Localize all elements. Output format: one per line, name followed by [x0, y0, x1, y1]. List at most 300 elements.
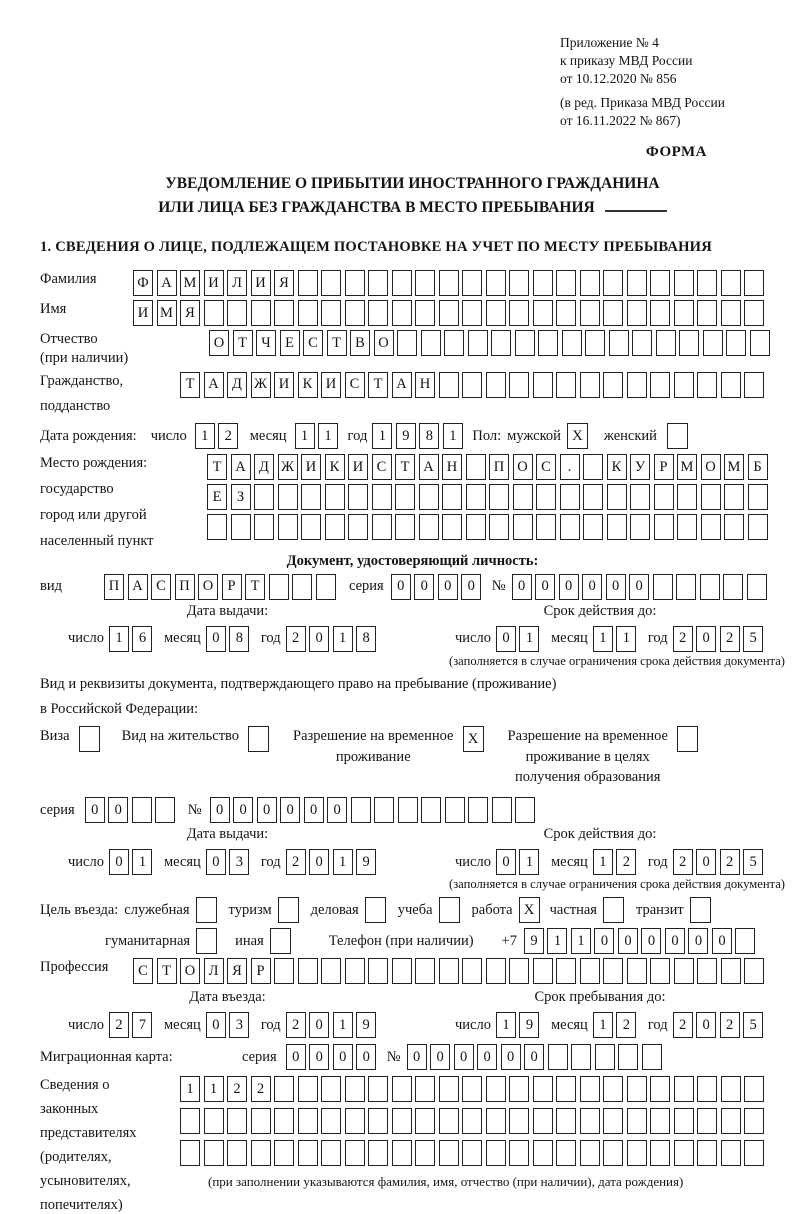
char-cell[interactable] [515, 797, 535, 823]
char-cell[interactable]: Т [207, 454, 227, 480]
char-cell[interactable] [372, 514, 392, 540]
char-cell[interactable]: К [298, 372, 318, 398]
char-cell[interactable]: 1 [180, 1076, 200, 1102]
char-cell[interactable]: П [104, 574, 124, 600]
char-cell[interactable] [674, 1076, 694, 1102]
purpose-commercial-checkbox[interactable] [365, 897, 386, 923]
char-cell[interactable] [486, 1108, 506, 1134]
char-cell[interactable]: А [392, 372, 412, 398]
char-cell[interactable] [325, 484, 345, 510]
char-cell[interactable] [700, 574, 720, 600]
char-cell[interactable] [392, 270, 412, 296]
sex-male-checkbox[interactable]: X [567, 423, 588, 449]
char-cell[interactable]: Т [233, 330, 253, 356]
option-residence-permit-checkbox[interactable] [248, 726, 269, 752]
char-cell[interactable]: 1 [204, 1076, 224, 1102]
char-cell[interactable] [509, 1076, 529, 1102]
char-cell[interactable] [466, 484, 486, 510]
char-cell[interactable]: 9 [356, 1012, 376, 1038]
char-cell[interactable] [351, 797, 371, 823]
char-cell[interactable] [254, 484, 274, 510]
char-cell[interactable] [701, 514, 721, 540]
char-cell[interactable] [421, 330, 441, 356]
char-cell[interactable] [533, 372, 553, 398]
char-cell[interactable]: Я [180, 300, 200, 326]
char-cell[interactable]: И [133, 300, 153, 326]
char-cell[interactable] [697, 958, 717, 984]
char-cell[interactable]: 0 [391, 574, 411, 600]
char-cell[interactable] [509, 958, 529, 984]
char-cell[interactable] [560, 484, 580, 510]
char-cell[interactable]: 1 [195, 423, 215, 449]
char-cell[interactable]: 2 [251, 1076, 271, 1102]
char-cell[interactable] [231, 514, 251, 540]
char-cell[interactable] [697, 270, 717, 296]
char-cell[interactable] [723, 574, 743, 600]
char-cell[interactable]: 9 [356, 849, 376, 875]
purpose-transit-checkbox[interactable] [690, 897, 711, 923]
char-cell[interactable] [466, 454, 486, 480]
char-cell[interactable] [674, 372, 694, 398]
char-cell[interactable]: 1 [333, 626, 353, 652]
char-cell[interactable] [415, 958, 435, 984]
char-cell[interactable] [227, 300, 247, 326]
char-cell[interactable]: С [303, 330, 323, 356]
char-cell[interactable] [583, 454, 603, 480]
char-cell[interactable] [445, 797, 465, 823]
char-cell[interactable] [630, 484, 650, 510]
char-cell[interactable]: Р [654, 454, 674, 480]
char-cell[interactable]: О [374, 330, 394, 356]
char-cell[interactable] [292, 574, 312, 600]
char-cell[interactable]: Б [748, 454, 768, 480]
char-cell[interactable] [321, 1076, 341, 1102]
char-cell[interactable] [744, 372, 764, 398]
char-cell[interactable]: 0 [309, 849, 329, 875]
char-cell[interactable] [345, 958, 365, 984]
char-cell[interactable]: 1 [318, 423, 338, 449]
char-cell[interactable]: 2 [286, 849, 306, 875]
char-cell[interactable]: 1 [333, 1012, 353, 1038]
char-cell[interactable] [462, 1108, 482, 1134]
char-cell[interactable]: 0 [327, 797, 347, 823]
char-cell[interactable] [509, 300, 529, 326]
char-cell[interactable]: Н [415, 372, 435, 398]
char-cell[interactable] [583, 484, 603, 510]
char-cell[interactable]: 0 [454, 1044, 474, 1070]
char-cell[interactable]: А [128, 574, 148, 600]
char-cell[interactable] [439, 372, 459, 398]
char-cell[interactable] [486, 372, 506, 398]
char-cell[interactable] [132, 797, 152, 823]
char-cell[interactable]: 0 [304, 797, 324, 823]
char-cell[interactable] [748, 514, 768, 540]
char-cell[interactable]: А [419, 454, 439, 480]
char-cell[interactable] [674, 1108, 694, 1134]
char-cell[interactable]: 0 [430, 1044, 450, 1070]
char-cell[interactable]: 0 [461, 574, 481, 600]
char-cell[interactable]: Я [274, 270, 294, 296]
char-cell[interactable] [627, 958, 647, 984]
char-cell[interactable]: Ч [256, 330, 276, 356]
char-cell[interactable] [618, 1044, 638, 1070]
char-cell[interactable] [676, 574, 696, 600]
char-cell[interactable]: 0 [594, 928, 614, 954]
char-cell[interactable] [515, 330, 535, 356]
char-cell[interactable] [538, 330, 558, 356]
char-cell[interactable] [536, 484, 556, 510]
char-cell[interactable] [654, 484, 674, 510]
char-cell[interactable] [650, 270, 670, 296]
char-cell[interactable]: 3 [229, 1012, 249, 1038]
char-cell[interactable]: 0 [438, 574, 458, 600]
char-cell[interactable]: 0 [501, 1044, 521, 1070]
char-cell[interactable] [556, 1108, 576, 1134]
char-cell[interactable]: Н [442, 454, 462, 480]
char-cell[interactable]: 2 [286, 1012, 306, 1038]
char-cell[interactable]: 0 [496, 626, 516, 652]
char-cell[interactable] [274, 1076, 294, 1102]
char-cell[interactable] [348, 514, 368, 540]
char-cell[interactable] [595, 1044, 615, 1070]
char-cell[interactable] [468, 797, 488, 823]
char-cell[interactable]: 0 [665, 928, 685, 954]
char-cell[interactable]: И [204, 270, 224, 296]
char-cell[interactable] [398, 797, 418, 823]
char-cell[interactable]: С [536, 454, 556, 480]
char-cell[interactable] [207, 514, 227, 540]
char-cell[interactable]: Л [227, 270, 247, 296]
char-cell[interactable] [747, 574, 767, 600]
char-cell[interactable]: О [180, 958, 200, 984]
char-cell[interactable] [627, 372, 647, 398]
char-cell[interactable]: С [345, 372, 365, 398]
char-cell[interactable]: Д [227, 372, 247, 398]
char-cell[interactable] [627, 1076, 647, 1102]
char-cell[interactable] [439, 300, 459, 326]
char-cell[interactable] [556, 1140, 576, 1166]
char-cell[interactable]: С [151, 574, 171, 600]
char-cell[interactable]: 0 [333, 1044, 353, 1070]
char-cell[interactable] [556, 270, 576, 296]
char-cell[interactable]: 8 [229, 626, 249, 652]
char-cell[interactable] [701, 484, 721, 510]
char-cell[interactable] [321, 1108, 341, 1134]
char-cell[interactable]: 2 [720, 1012, 740, 1038]
char-cell[interactable] [254, 514, 274, 540]
char-cell[interactable] [345, 1140, 365, 1166]
char-cell[interactable] [721, 1140, 741, 1166]
char-cell[interactable]: 0 [696, 849, 716, 875]
char-cell[interactable] [421, 797, 441, 823]
char-cell[interactable] [697, 300, 717, 326]
char-cell[interactable]: Т [368, 372, 388, 398]
char-cell[interactable]: И [301, 454, 321, 480]
char-cell[interactable]: 0 [512, 574, 532, 600]
char-cell[interactable]: 0 [206, 1012, 226, 1038]
char-cell[interactable] [650, 300, 670, 326]
char-cell[interactable]: Е [280, 330, 300, 356]
char-cell[interactable] [345, 300, 365, 326]
char-cell[interactable]: 1 [333, 849, 353, 875]
char-cell[interactable] [677, 514, 697, 540]
char-cell[interactable] [744, 1076, 764, 1102]
char-cell[interactable]: П [489, 454, 509, 480]
char-cell[interactable] [627, 1108, 647, 1134]
char-cell[interactable]: Я [227, 958, 247, 984]
purpose-business-checkbox[interactable] [196, 897, 217, 923]
char-cell[interactable]: 8 [419, 423, 439, 449]
char-cell[interactable]: 0 [477, 1044, 497, 1070]
purpose-study-checkbox[interactable] [439, 897, 460, 923]
char-cell[interactable] [724, 484, 744, 510]
char-cell[interactable]: 1 [443, 423, 463, 449]
char-cell[interactable] [321, 958, 341, 984]
char-cell[interactable]: 0 [85, 797, 105, 823]
char-cell[interactable] [298, 270, 318, 296]
char-cell[interactable]: 1 [519, 626, 539, 652]
char-cell[interactable] [204, 300, 224, 326]
char-cell[interactable] [609, 330, 629, 356]
char-cell[interactable] [653, 574, 673, 600]
char-cell[interactable]: О [209, 330, 229, 356]
option-visa-checkbox[interactable] [79, 726, 100, 752]
char-cell[interactable] [462, 1140, 482, 1166]
char-cell[interactable] [654, 514, 674, 540]
char-cell[interactable]: 1 [372, 423, 392, 449]
char-cell[interactable] [603, 1140, 623, 1166]
char-cell[interactable] [726, 330, 746, 356]
char-cell[interactable] [556, 1076, 576, 1102]
char-cell[interactable] [227, 1140, 247, 1166]
char-cell[interactable] [439, 1108, 459, 1134]
char-cell[interactable] [392, 300, 412, 326]
char-cell[interactable] [374, 797, 394, 823]
char-cell[interactable] [301, 484, 321, 510]
char-cell[interactable] [536, 514, 556, 540]
char-cell[interactable] [439, 1140, 459, 1166]
char-cell[interactable] [513, 484, 533, 510]
char-cell[interactable]: 2 [673, 1012, 693, 1038]
char-cell[interactable] [439, 958, 459, 984]
char-cell[interactable] [466, 514, 486, 540]
char-cell[interactable] [735, 928, 755, 954]
char-cell[interactable] [750, 330, 770, 356]
char-cell[interactable]: П [175, 574, 195, 600]
char-cell[interactable] [392, 1076, 412, 1102]
char-cell[interactable]: 1 [593, 1012, 613, 1038]
char-cell[interactable] [278, 514, 298, 540]
char-cell[interactable]: 2 [673, 626, 693, 652]
option-temp-permit-checkbox[interactable]: X [463, 726, 484, 752]
char-cell[interactable]: 0 [407, 1044, 427, 1070]
char-cell[interactable]: 1 [547, 928, 567, 954]
char-cell[interactable] [321, 300, 341, 326]
char-cell[interactable]: М [157, 300, 177, 326]
char-cell[interactable] [155, 797, 175, 823]
char-cell[interactable]: 6 [132, 626, 152, 652]
char-cell[interactable] [321, 270, 341, 296]
char-cell[interactable] [419, 514, 439, 540]
char-cell[interactable] [744, 1140, 764, 1166]
char-cell[interactable] [603, 958, 623, 984]
char-cell[interactable] [607, 514, 627, 540]
char-cell[interactable] [703, 330, 723, 356]
char-cell[interactable] [204, 1140, 224, 1166]
char-cell[interactable] [486, 300, 506, 326]
char-cell[interactable] [298, 300, 318, 326]
char-cell[interactable] [439, 270, 459, 296]
char-cell[interactable] [251, 1140, 271, 1166]
char-cell[interactable] [274, 300, 294, 326]
char-cell[interactable] [650, 1140, 670, 1166]
char-cell[interactable]: О [701, 454, 721, 480]
char-cell[interactable] [580, 1140, 600, 1166]
char-cell[interactable] [533, 1140, 553, 1166]
char-cell[interactable]: Д [254, 454, 274, 480]
char-cell[interactable] [674, 300, 694, 326]
char-cell[interactable]: Т [180, 372, 200, 398]
char-cell[interactable]: М [724, 454, 744, 480]
char-cell[interactable]: 2 [616, 1012, 636, 1038]
char-cell[interactable]: 1 [109, 626, 129, 652]
char-cell[interactable]: 0 [559, 574, 579, 600]
char-cell[interactable] [321, 1140, 341, 1166]
char-cell[interactable]: 5 [743, 626, 763, 652]
char-cell[interactable]: 0 [641, 928, 661, 954]
char-cell[interactable] [603, 1108, 623, 1134]
char-cell[interactable]: 0 [233, 797, 253, 823]
char-cell[interactable] [415, 300, 435, 326]
char-cell[interactable]: И [348, 454, 368, 480]
char-cell[interactable] [744, 300, 764, 326]
char-cell[interactable] [603, 300, 623, 326]
char-cell[interactable] [509, 1108, 529, 1134]
char-cell[interactable]: 0 [108, 797, 128, 823]
char-cell[interactable] [325, 514, 345, 540]
char-cell[interactable]: 0 [109, 849, 129, 875]
char-cell[interactable]: 0 [309, 1012, 329, 1038]
char-cell[interactable] [583, 514, 603, 540]
char-cell[interactable]: Ж [278, 454, 298, 480]
char-cell[interactable]: З [231, 484, 251, 510]
char-cell[interactable]: 0 [535, 574, 555, 600]
char-cell[interactable] [627, 270, 647, 296]
char-cell[interactable]: 0 [257, 797, 277, 823]
char-cell[interactable]: 2 [616, 849, 636, 875]
char-cell[interactable] [462, 300, 482, 326]
char-cell[interactable]: И [251, 270, 271, 296]
char-cell[interactable]: 2 [673, 849, 693, 875]
char-cell[interactable] [489, 484, 509, 510]
char-cell[interactable] [274, 1140, 294, 1166]
char-cell[interactable] [368, 270, 388, 296]
char-cell[interactable] [744, 958, 764, 984]
char-cell[interactable]: А [204, 372, 224, 398]
char-cell[interactable] [533, 1076, 553, 1102]
purpose-other-checkbox[interactable] [270, 928, 291, 954]
char-cell[interactable] [462, 1076, 482, 1102]
char-cell[interactable]: 0 [286, 1044, 306, 1070]
char-cell[interactable]: Ф [133, 270, 153, 296]
char-cell[interactable]: 0 [696, 626, 716, 652]
char-cell[interactable] [345, 1076, 365, 1102]
char-cell[interactable] [301, 514, 321, 540]
char-cell[interactable] [556, 372, 576, 398]
char-cell[interactable] [533, 958, 553, 984]
char-cell[interactable] [548, 1044, 568, 1070]
char-cell[interactable] [562, 330, 582, 356]
char-cell[interactable]: А [157, 270, 177, 296]
char-cell[interactable]: И [274, 372, 294, 398]
char-cell[interactable] [580, 270, 600, 296]
char-cell[interactable] [298, 1108, 318, 1134]
option-edu-permit-checkbox[interactable] [677, 726, 698, 752]
char-cell[interactable]: 0 [696, 1012, 716, 1038]
char-cell[interactable] [442, 514, 462, 540]
char-cell[interactable] [486, 270, 506, 296]
char-cell[interactable]: 0 [414, 574, 434, 600]
char-cell[interactable]: 5 [743, 849, 763, 875]
char-cell[interactable] [395, 514, 415, 540]
char-cell[interactable] [345, 270, 365, 296]
char-cell[interactable] [462, 270, 482, 296]
char-cell[interactable] [415, 1076, 435, 1102]
char-cell[interactable] [491, 330, 511, 356]
char-cell[interactable]: Р [251, 958, 271, 984]
char-cell[interactable] [368, 1140, 388, 1166]
char-cell[interactable]: 0 [688, 928, 708, 954]
char-cell[interactable]: 1 [519, 849, 539, 875]
char-cell[interactable] [468, 330, 488, 356]
char-cell[interactable] [368, 958, 388, 984]
char-cell[interactable] [721, 300, 741, 326]
char-cell[interactable] [533, 1108, 553, 1134]
char-cell[interactable]: 1 [496, 1012, 516, 1038]
char-cell[interactable] [744, 270, 764, 296]
char-cell[interactable] [580, 1108, 600, 1134]
char-cell[interactable] [509, 270, 529, 296]
sex-female-checkbox[interactable] [667, 423, 688, 449]
char-cell[interactable]: 0 [606, 574, 626, 600]
char-cell[interactable] [316, 574, 336, 600]
char-cell[interactable]: 9 [396, 423, 416, 449]
char-cell[interactable] [368, 1108, 388, 1134]
char-cell[interactable]: И [321, 372, 341, 398]
char-cell[interactable] [395, 484, 415, 510]
char-cell[interactable]: 2 [109, 1012, 129, 1038]
char-cell[interactable] [607, 484, 627, 510]
char-cell[interactable] [227, 1108, 247, 1134]
char-cell[interactable]: У [630, 454, 650, 480]
char-cell[interactable] [674, 270, 694, 296]
char-cell[interactable]: 0 [280, 797, 300, 823]
char-cell[interactable] [269, 574, 289, 600]
char-cell[interactable] [278, 484, 298, 510]
char-cell[interactable]: 3 [229, 849, 249, 875]
char-cell[interactable]: 8 [356, 626, 376, 652]
char-cell[interactable] [630, 514, 650, 540]
char-cell[interactable] [650, 372, 670, 398]
char-cell[interactable] [274, 958, 294, 984]
char-cell[interactable] [556, 300, 576, 326]
char-cell[interactable]: А [231, 454, 251, 480]
char-cell[interactable] [298, 958, 318, 984]
char-cell[interactable]: 0 [206, 626, 226, 652]
char-cell[interactable] [603, 270, 623, 296]
char-cell[interactable]: 0 [524, 1044, 544, 1070]
char-cell[interactable]: О [513, 454, 533, 480]
